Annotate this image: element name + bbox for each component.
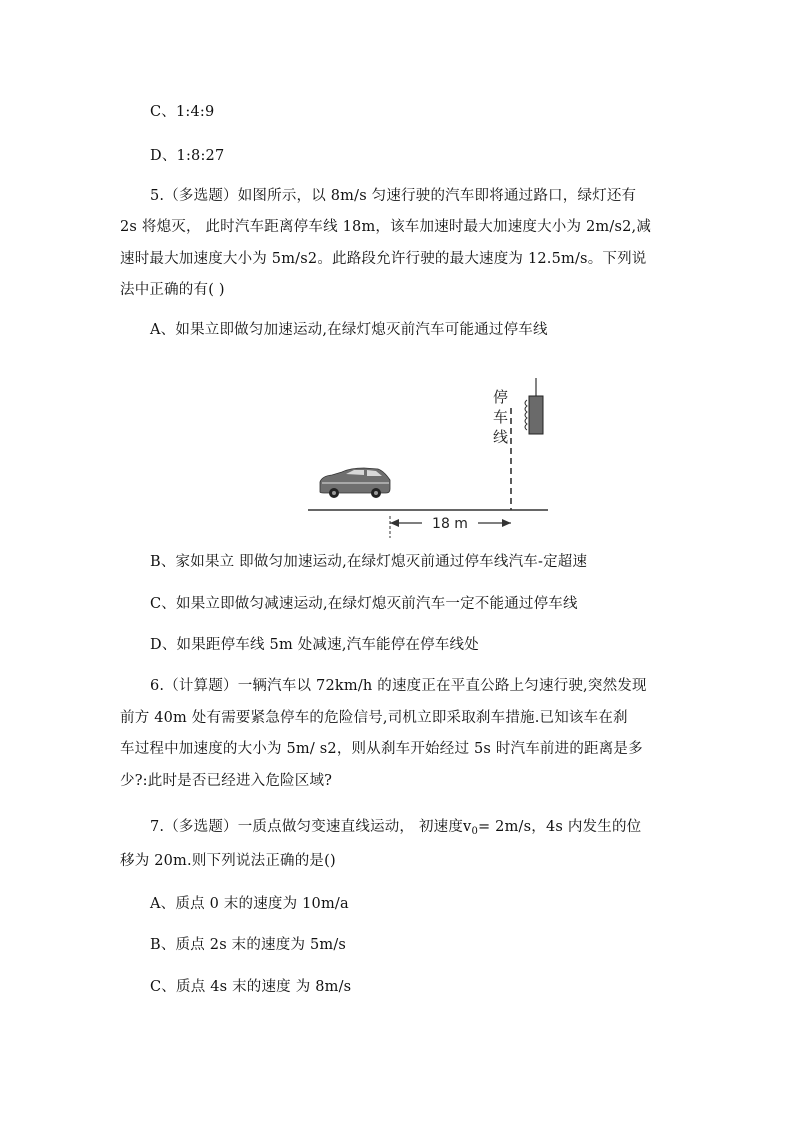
q7-v-subscript: 0 [471,826,479,837]
q7-stem-before: 7.（多选题）一质点做匀变速直线运动， 初速度 [150,819,464,835]
q6-stem-line-4: 少?:此时是否已经进入危险区域? [120,773,333,789]
q5-option-a: A、如果立即做匀加速运动,在绿灯熄灭前汽车可能通过停车线 [150,322,548,338]
q6-stem-line-3: 车过程中加速度的大小为 5m/ s2，则从刹车开始经过 5s 时汽车前进的距离是多 [120,741,643,757]
q7-stem-after: = 2m/s，4s 内发生的位 [478,819,642,835]
traffic-light-bracket [525,400,527,430]
distance-label: 18 m [432,516,468,532]
stop-line-figure [306,370,550,540]
q5-option-c: C、如果立即做匀减速运动,在绿灯熄灭前汽车一定不能通过停车线 [150,596,578,612]
q5-option-d: D、如果距停车线 5m 处减速,汽车能停在停车线处 [150,637,479,653]
q5-stem-line-2: 2s 将熄灭， 此时汽车距离停车线 18m，该车加速时最大加速度大小为 2m/s2,减 [120,219,652,235]
q6-stem-line-2: 前方 40m 处有需要紧急停车的危险信号,司机立即采取刹车措施.已知该车在刹 [120,710,628,726]
q7-v-symbol: v [463,819,472,835]
q6-stem-line-1: 6.（计算题）一辆汽车以 72km/h 的速度正在平直公路上匀速行驶,突然发现 [150,678,647,694]
q5-stem-line-1: 5.（多选题）如图所示，以 8m/s 匀速行驶的汽车即将通过路口，绿灯还有 [150,188,637,204]
q7-stem-line-2: 移为 20m.则下列说法正确的是() [120,853,336,869]
q7-stem-line-1 [150,817,641,839]
stop-line-label-1: 停 [493,388,509,406]
traffic-light-icon [529,396,543,434]
q7-option-a: A、质点 0 末的速度为 10m/a [150,896,349,912]
stop-line-diagram [306,370,550,540]
q7-option-b: B、质点 2s 末的速度为 5m/s [150,937,347,953]
stop-line-label-3: 线 [493,428,509,446]
stop-line-label-2: 车 [493,408,509,426]
q5-stem-line-3: 速时最大加速度大小为 5m/s2。此路段允许行驶的最大速度为 12.5m/s。下列说 [120,251,647,267]
q4-option-d: D、1:8:27 [150,148,225,164]
q4-option-c: C、1:4:9 [150,104,215,120]
q5-option-b: B、家如果立 即做匀加速运动,在绿灯熄灭前通过停车线汽车-定超速 [150,554,588,570]
car-icon [320,468,390,498]
q5-stem-line-4: 法中正确的有( ) [120,282,225,298]
q7-option-c: C、质点 4s 末的速度 为 8m/s [150,979,352,995]
